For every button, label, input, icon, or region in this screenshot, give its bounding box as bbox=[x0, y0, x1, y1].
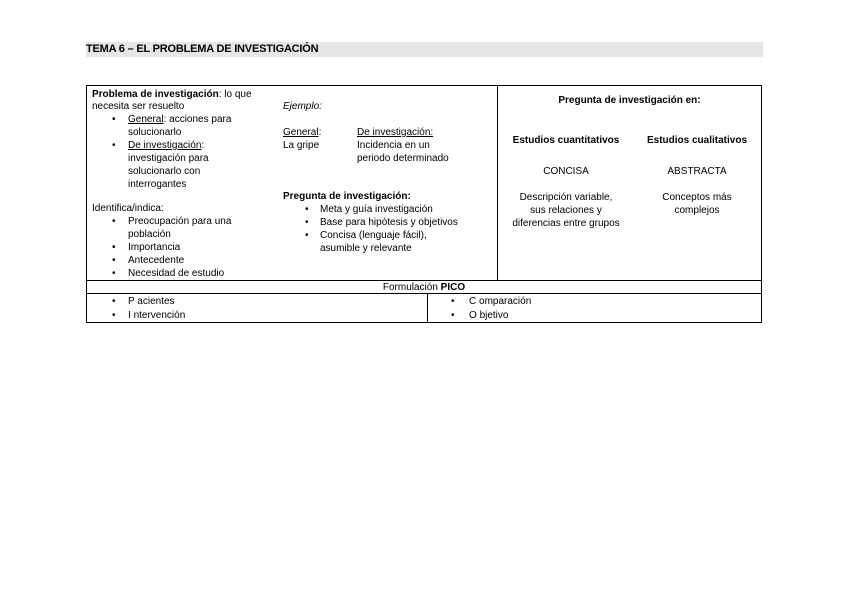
identifica-label: Identifica/indica: bbox=[92, 203, 164, 214]
deinv-line3: solucionarlo con bbox=[128, 166, 201, 177]
deinv-line2: investigación para bbox=[128, 153, 209, 164]
pico-initial: I bbox=[128, 310, 131, 321]
bullet-pico-o: • bbox=[451, 310, 455, 321]
cuant-desc: Descripción variable, bbox=[519, 192, 613, 203]
deinv-line1 bbox=[128, 139, 204, 152]
pico-item-c bbox=[469, 295, 531, 308]
cuant-desc: diferencias entre grupos bbox=[512, 218, 620, 229]
bullet-general: • bbox=[112, 114, 116, 125]
deinv-rest: : bbox=[201, 140, 205, 151]
cuant-value: CONCISA bbox=[543, 166, 589, 177]
pico-initial: O bbox=[469, 310, 477, 321]
pico-rest: omparación bbox=[479, 296, 532, 307]
title-bar bbox=[86, 42, 763, 57]
identifica-item: Necesidad de estudio bbox=[128, 268, 225, 279]
general-line1 bbox=[128, 113, 231, 126]
cual-value: ABSTRACTA bbox=[667, 166, 727, 177]
problema-line2: necesita ser resuelto bbox=[92, 101, 185, 112]
cuant-desc: sus relaciones y bbox=[530, 205, 602, 216]
content-table bbox=[86, 85, 762, 323]
bullet-item0: • bbox=[112, 216, 116, 227]
bullet-pico-c: • bbox=[451, 296, 455, 307]
general-line2: solucionarlo bbox=[128, 127, 182, 138]
pregunta-item: Concisa (lenguaje fácil), bbox=[320, 230, 427, 241]
cual-heading: Estudios cualitativos bbox=[646, 135, 748, 146]
ejemplo-general-colon: : bbox=[318, 127, 322, 138]
pregunta-item: asumible y relevante bbox=[320, 243, 412, 254]
bullet-pico-i: • bbox=[112, 310, 116, 321]
pico-item-p bbox=[128, 295, 175, 308]
divider-col3 bbox=[497, 86, 498, 280]
pico-label-bold: PICO bbox=[440, 282, 466, 293]
bullet-pregunta2: • bbox=[305, 230, 309, 241]
problema-rest: : lo que bbox=[218, 89, 252, 100]
bullet-pico-p: • bbox=[112, 296, 116, 307]
pico-initial: C bbox=[469, 296, 477, 307]
identifica-item: Preocupación para una bbox=[128, 216, 232, 227]
pico-rest: bjetivo bbox=[479, 310, 509, 321]
bullet-item4: • bbox=[112, 268, 116, 279]
cual-desc: Conceptos más bbox=[662, 192, 732, 203]
ejemplo-deinv-label: De investigación: bbox=[357, 127, 434, 138]
deinv-line4: interrogantes bbox=[128, 179, 187, 190]
bullet-item3: • bbox=[112, 255, 116, 266]
pico-initial: P bbox=[128, 296, 135, 307]
pregunta-item: Meta y guía investigación bbox=[320, 204, 433, 215]
pregunta-heading: Pregunta de investigación: bbox=[283, 191, 411, 202]
cuant-heading: Estudios cuantitativos bbox=[512, 135, 620, 146]
ejemplo-general bbox=[283, 126, 321, 139]
problema-bold: Problema de investigación bbox=[92, 89, 219, 100]
page-title: TEMA 6 – EL PROBLEMA DE INVESTIGACIÓN bbox=[86, 43, 319, 55]
identifica-item: población bbox=[128, 229, 171, 240]
bullet-pregunta1: • bbox=[305, 217, 309, 228]
bullet-deinv: • bbox=[112, 140, 116, 151]
pico-label bbox=[87, 281, 761, 294]
divider-pico-cols bbox=[427, 293, 428, 322]
pico-item-i bbox=[128, 309, 185, 322]
pico-rest: acientes bbox=[137, 296, 175, 307]
bullet-item2: • bbox=[112, 242, 116, 253]
deinv-label: De investigación bbox=[128, 140, 202, 151]
ejemplo-deinv-line1: Incidencia en un bbox=[357, 140, 430, 151]
ejemplo-general-label: General bbox=[283, 127, 319, 138]
ejemplo-deinv-line2: periodo determinado bbox=[357, 153, 449, 164]
identifica-item: Antecedente bbox=[128, 255, 185, 266]
ejemplo-label: Ejemplo: bbox=[283, 101, 322, 112]
bullet-pregunta0: • bbox=[305, 204, 309, 215]
cual-desc: complejos bbox=[674, 205, 720, 216]
ejemplo-general-value: La gripe bbox=[283, 140, 320, 151]
pico-rest: ntervención bbox=[133, 310, 186, 321]
col3-heading: Pregunta de investigación en: bbox=[558, 95, 701, 106]
identifica-item: Importancia bbox=[128, 242, 181, 253]
pico-label-text: Formulación bbox=[382, 282, 441, 293]
general-rest: : acciones para bbox=[163, 114, 232, 125]
pico-item-o bbox=[469, 309, 508, 322]
general-label: General bbox=[128, 114, 164, 125]
pregunta-item: Base para hipótesis y objetivos bbox=[320, 217, 458, 228]
